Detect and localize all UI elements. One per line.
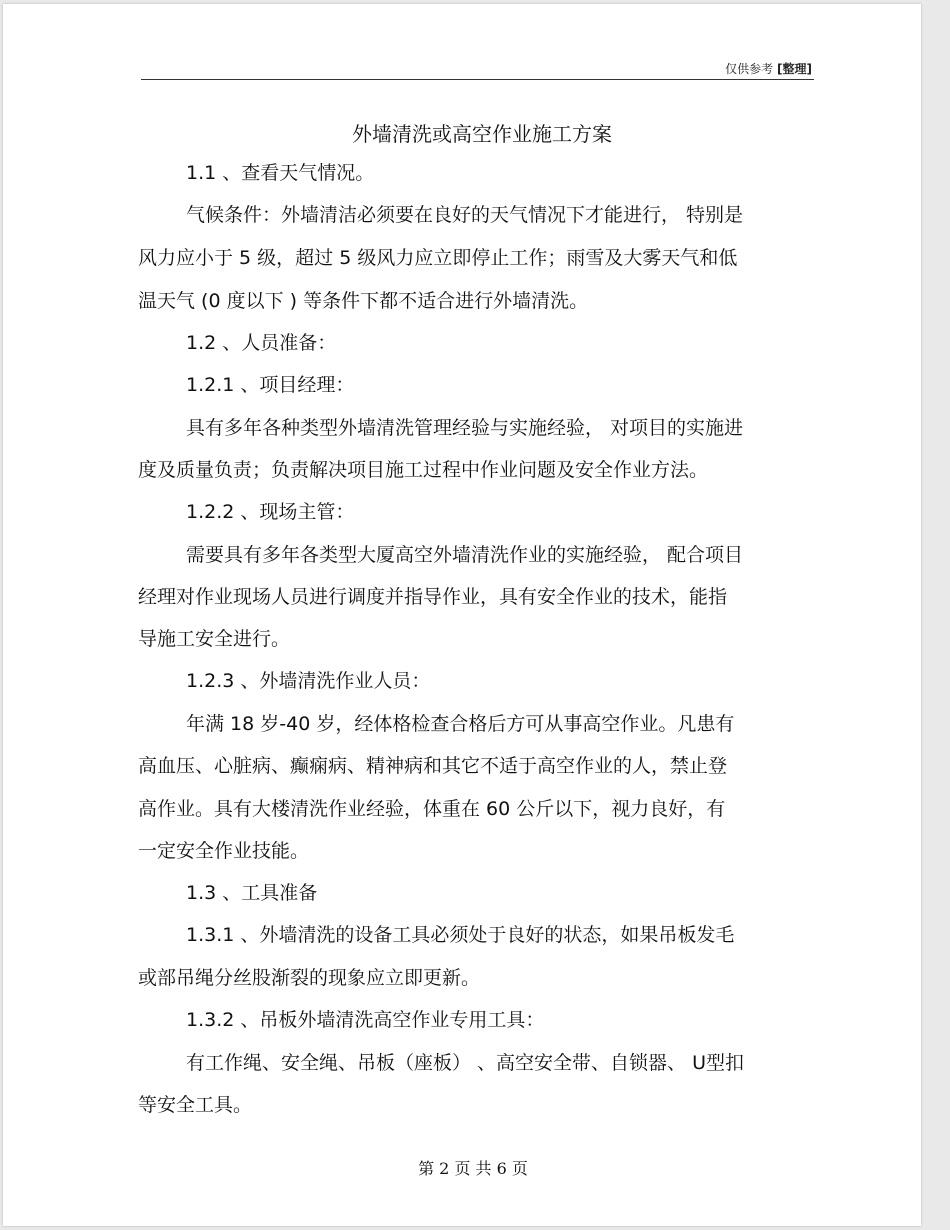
- document-title: 外墙清洗或高空作业施工方案: [352, 122, 612, 146]
- header-text: 仅供参考: [725, 62, 774, 76]
- paragraph-line: 等安全工具。: [138, 1094, 253, 1116]
- paragraph-line: 高作业。具有大楼清洗作业经验，体重在 60 公斤以下，视力良好，有: [138, 798, 726, 820]
- section-heading-1-1: 1.1 、查看天气情况。: [186, 162, 375, 184]
- footer-total-pages: 6: [496, 1159, 507, 1178]
- paragraph-line: 气候条件：外墙清洁必须要在良好的天气情况下才能进行， 特别是: [186, 204, 744, 226]
- paragraph-line: 度及质量负责；负责解决项目施工过程中作业问题及安全作业方法。: [138, 459, 709, 481]
- paragraph-line: 一定安全作业技能。: [138, 840, 310, 862]
- header-rule: [141, 79, 814, 80]
- paragraph-line: 导施工安全进行。: [138, 628, 291, 650]
- footer-mid: 页 共: [454, 1159, 492, 1178]
- page-footer: [0, 1156, 946, 1179]
- paragraph-line: 高血压、心脏病、癫痫病、精神病和其它不适于高空作业的人，禁止登: [138, 755, 728, 777]
- footer-page-number: 2: [439, 1159, 450, 1178]
- paragraph-line: 年满 18 岁-40 岁，经体格检查合格后方可从事高空作业。凡患有: [186, 713, 735, 735]
- paragraph-line: 或部吊绳分丝股渐裂的现象应立即更新。: [138, 967, 481, 989]
- paragraph-line: 有工作绳、安全绳、吊板（座板） 、高空安全带、自锁器、 U型扣: [186, 1052, 744, 1074]
- section-heading-1-2-2: 1.2.2 、现场主管：: [186, 501, 355, 523]
- header-bracket: [整理]: [777, 62, 812, 76]
- section-heading-1-3: 1.3 、工具准备: [186, 882, 318, 904]
- paragraph-line: 需要具有多年各类型大厦高空外墙清洗作业的实施经验， 配合项目: [186, 544, 744, 566]
- footer-prefix: 第: [418, 1159, 435, 1178]
- paragraph-line: 具有多年各种类型外墙清洗管理经验与实施经验， 对项目的实施进: [186, 417, 744, 439]
- section-heading-1-2-1: 1.2.1 、项目经理：: [186, 374, 355, 396]
- paragraph-line: 温天气 (0 度以下 ) 等条件下都不适合进行外墙清洗。: [138, 290, 589, 312]
- paragraph-line: 1.3.1 、外墙清洗的设备工具必须处于良好的状态，如果吊板发毛: [186, 924, 735, 946]
- page-header: [141, 60, 812, 77]
- paragraph-line: 经理对作业现场人员进行调度并指导作业，具有安全作业的技术，能指: [138, 586, 728, 608]
- document-page: [3, 4, 921, 1226]
- footer-suffix: 页: [511, 1159, 528, 1178]
- section-heading-1-2-3: 1.2.3 、外墙清洗作业人员：: [186, 670, 431, 692]
- section-heading-1-2: 1.2 、人员准备：: [186, 332, 337, 354]
- section-heading-1-3-2: 1.3.2 、吊板外墙清洗高空作业专用工具：: [186, 1009, 545, 1031]
- paragraph-line: 风力应小于 5 级，超过 5 级风力应立即停止工作；雨雪及大雾天气和低: [138, 247, 738, 269]
